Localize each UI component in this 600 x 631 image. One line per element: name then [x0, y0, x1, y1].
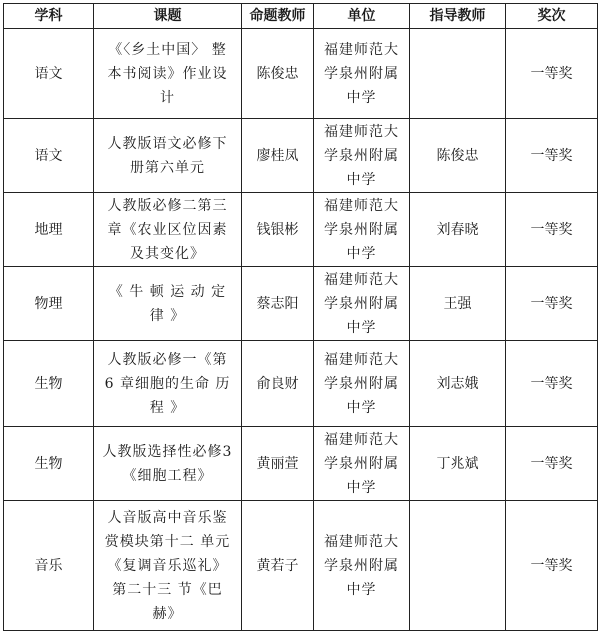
- header-unit: 单位: [314, 4, 410, 29]
- header-row: [4, 4, 598, 29]
- cell-award: 一等奖: [506, 29, 598, 119]
- table-row: [4, 29, 598, 119]
- cell-award: 一等奖: [506, 193, 598, 267]
- table-row: [4, 427, 598, 501]
- table-row: [4, 267, 598, 341]
- cell-unit: 福建师范大学泉州附属中学: [314, 501, 410, 631]
- cell-topic: 《〈乡土中国〉 整本书阅读》作业设计: [94, 29, 242, 119]
- cell-advisor: 陈俊忠: [410, 119, 506, 193]
- cell-topic: 《 牛 顿 运 动 定 律 》: [94, 267, 242, 341]
- cell-unit: 福建师范大学泉州附属中学: [314, 193, 410, 267]
- cell-subject: 物理: [4, 267, 94, 341]
- cell-topic: 人教版语文必修下册第六单元: [94, 119, 242, 193]
- cell-subject: 生物: [4, 427, 94, 501]
- cell-subject: 音乐: [4, 501, 94, 631]
- table-row: [4, 341, 598, 427]
- cell-unit: 福建师范大学泉州附属中学: [314, 341, 410, 427]
- cell-topic: 人教版必修二第三章《农业区位因素及其变化》: [94, 193, 242, 267]
- cell-unit: 福建师范大学泉州附属中学: [314, 427, 410, 501]
- cell-subject: 地理: [4, 193, 94, 267]
- cell-subject: 语文: [4, 119, 94, 193]
- cell-award: 一等奖: [506, 427, 598, 501]
- cell-award: 一等奖: [506, 501, 598, 631]
- header-subject: 学科: [4, 4, 94, 29]
- cell-advisor: [410, 29, 506, 119]
- cell-advisor: 丁兆斌: [410, 427, 506, 501]
- cell-teacher: 蔡志阳: [242, 267, 314, 341]
- cell-advisor: [410, 501, 506, 631]
- cell-unit: 福建师范大学泉州附属中学: [314, 119, 410, 193]
- cell-award: 一等奖: [506, 119, 598, 193]
- cell-teacher: 钱银彬: [242, 193, 314, 267]
- cell-topic: 人教版必修一《第 6 章细胞的生命 历 程 》: [94, 341, 242, 427]
- cell-topic: 人音版高中音乐鉴赏模块第十二 单元《复调音乐巡礼》第二十三 节《巴赫》: [94, 501, 242, 631]
- cell-award: 一等奖: [506, 267, 598, 341]
- cell-advisor: 刘志娥: [410, 341, 506, 427]
- header-award: 奖次: [506, 4, 598, 29]
- cell-unit: 福建师范大学泉州附属中学: [314, 29, 410, 119]
- cell-award: 一等奖: [506, 341, 598, 427]
- cell-unit: 福建师范大学泉州附属中学: [314, 267, 410, 341]
- cell-advisor: 王强: [410, 267, 506, 341]
- cell-teacher: 廖桂凤: [242, 119, 314, 193]
- cell-topic: 人教版选择性必修3《细胞工程》: [94, 427, 242, 501]
- cell-advisor: 刘春晓: [410, 193, 506, 267]
- table-row: [4, 119, 598, 193]
- awards-table: [3, 3, 598, 631]
- cell-subject: 生物: [4, 341, 94, 427]
- cell-teacher: 黄丽萱: [242, 427, 314, 501]
- cell-teacher: 俞良财: [242, 341, 314, 427]
- header-topic: 课题: [94, 4, 242, 29]
- table-row: [4, 193, 598, 267]
- cell-teacher: 黄若子: [242, 501, 314, 631]
- header-advisor: 指导教师: [410, 4, 506, 29]
- table-row: [4, 501, 598, 631]
- cell-teacher: 陈俊忠: [242, 29, 314, 119]
- header-teacher: 命题教师: [242, 4, 314, 29]
- cell-subject: 语文: [4, 29, 94, 119]
